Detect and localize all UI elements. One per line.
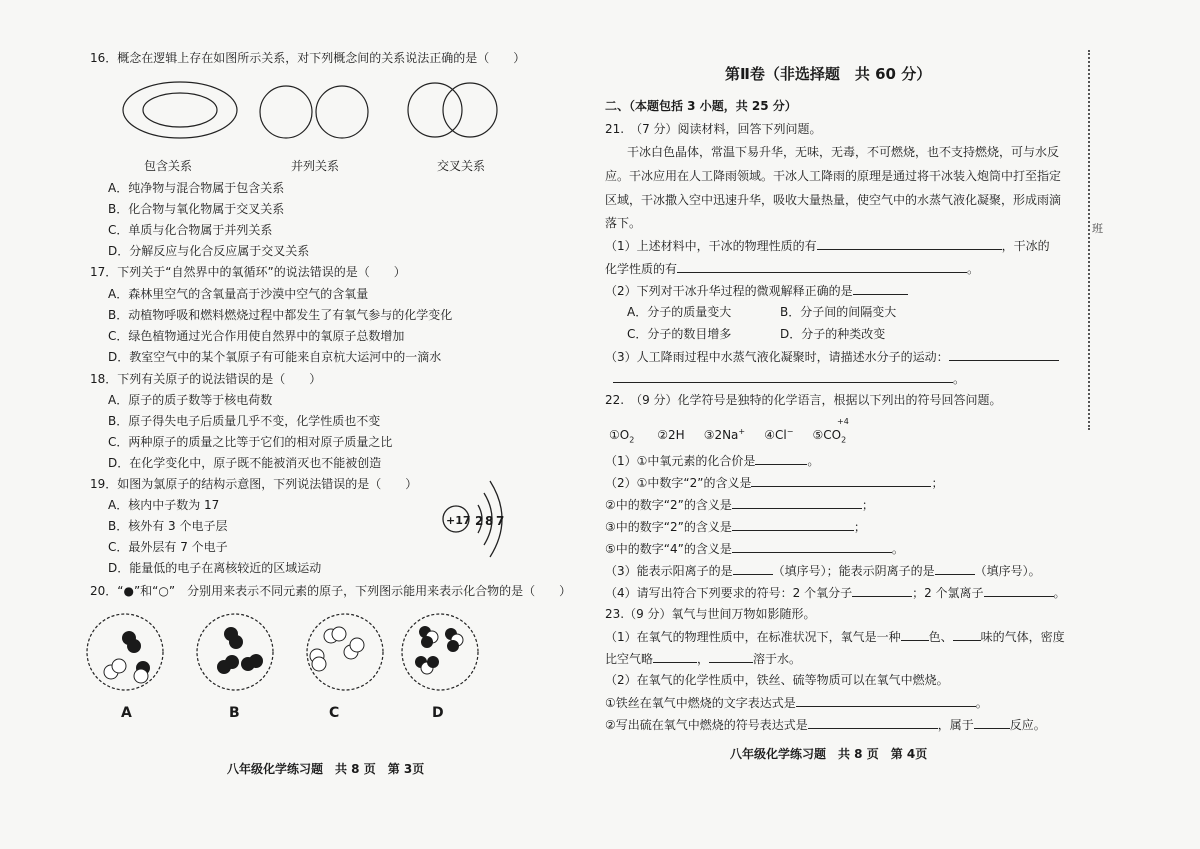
q22-part2b-blank[interactable]: [732, 496, 862, 509]
q21-part3: [605, 348, 1059, 365]
symbol-co2: $⑤CO_2$: [812, 428, 847, 445]
q22-part3: [605, 562, 1041, 579]
q21-part1-line2: 化学性质的有 。: [605, 262, 980, 276]
q22-part2d: ⑤中的数字“4”的含义是 。: [605, 542, 904, 556]
parallel-circle-left: [260, 86, 312, 138]
q21-part3-blank-a[interactable]: [949, 348, 1059, 361]
q19-option-d: D．能量低的电子在离核较近的区域运动: [108, 561, 322, 575]
label-inclusion: 包含关系: [144, 159, 193, 173]
co2-valence-mark: +4: [837, 417, 849, 426]
q18-option-c: C．两种原子的质量之比等于它们的相对原子质量之比: [108, 435, 393, 449]
q22-symbols: [609, 424, 846, 448]
q21-part1-line1: [605, 237, 1050, 254]
shell-electrons-3: 7: [496, 514, 505, 528]
q20-label-c: C: [329, 705, 340, 721]
q21-option-a: A．分子的质量变大: [627, 305, 732, 319]
symbol-cl: ④Cl−: [764, 427, 794, 442]
q22-part3-blank-a[interactable]: [733, 562, 773, 575]
symbol-o2: $①O_2$: [609, 428, 635, 445]
q22-part2-blank[interactable]: [751, 474, 931, 487]
nucleus-charge: +17: [446, 514, 471, 527]
q16-stem: 16．概念在逻辑上存在如图所示关系，对下列概念间的关系说法正确的是（ ）: [90, 51, 526, 65]
section-title: 第Ⅱ卷（非选择题 共 60 分）: [725, 65, 932, 83]
q22-part2b: ②中的数字“2”的含义是 ；: [605, 498, 874, 512]
part-heading: 二、（本题包括 3 小题，共 25 分）: [605, 99, 797, 113]
q21-option-d: D．分子的种类改变: [780, 327, 886, 341]
q16-option-c: C．单质与化合物属于并列关系: [108, 223, 273, 237]
q23-part2b-text-d: 反应。: [1009, 718, 1046, 732]
containment-inner-ellipse: [143, 93, 217, 127]
q18-option-d: D．在化学变化中，原子既不能被消灭也不能被创造: [108, 456, 382, 470]
q22-part2: （2）①中数字“2”的含义是 ；: [605, 476, 944, 490]
q21-part2: [605, 282, 908, 299]
q23-part1-text-b: 色、: [928, 630, 953, 644]
cross-circle-left: [408, 83, 462, 137]
q23-part2a: ①铁丝在氧气中燃烧的文字表达式是 。: [605, 696, 988, 710]
q22-part4-blank-b[interactable]: [984, 584, 1054, 597]
q16-option-a: A．纯净物与混合物属于包含关系: [108, 181, 285, 195]
q22-part2d-blank[interactable]: [732, 540, 892, 553]
q22-part4-text-a: （4）请写出符合下列要求的符号：2 个氧分子: [605, 586, 853, 600]
q22-part3-text-c: （填序号）。: [974, 564, 1041, 578]
label-parallel: 并列关系: [291, 159, 340, 173]
q16-option-d: D．分解反应与化合反应属于交叉关系: [108, 244, 310, 258]
right-page: [575, 0, 1200, 849]
shell-electrons-2: 8: [485, 514, 494, 528]
q23-part1-text-a: （1）在氧气的物理性质中，在标准状况下，氧气是一种: [605, 630, 901, 644]
q22-part3-text-b: （填序号）；能表示阴离子的是: [772, 564, 935, 578]
binding-margin-mark: 班: [1092, 222, 1103, 235]
q22-part2d-text: ⑤中的数字“4”的含义是: [605, 542, 732, 556]
left-page-footer: 八年级化学练习题 共 8 页 第 3页: [227, 762, 425, 776]
q17-option-b: B．动植物呼吸和燃料燃烧过程中都发生了有氧气参与的化学变化: [108, 308, 453, 322]
q23-part1-text-e: ，: [697, 652, 710, 666]
q20-label-d: D: [432, 705, 444, 721]
q21-part1-blank-b[interactable]: [677, 260, 967, 273]
q20-diagrams: [85, 612, 485, 697]
containment-outer-ellipse: [123, 82, 237, 138]
q23-part2b-blank-a[interactable]: [808, 716, 938, 729]
q21-part1-text-c: 化学性质的有: [605, 262, 678, 276]
q18-option-b: B．原子得失电子后质量几乎不变，化学性质也不变: [108, 414, 381, 428]
q22-part1-blank[interactable]: [755, 452, 807, 465]
q22-part4-blank-a[interactable]: [852, 584, 912, 597]
left-page: [0, 0, 575, 849]
symbol-2na: ③2Na+: [703, 427, 746, 442]
q23-part1-text-c: 味的气体，密度: [980, 630, 1065, 644]
q23-part1-line2: [605, 650, 801, 667]
q23-part2b-blank-b[interactable]: [974, 716, 1010, 729]
diagram-d: [402, 614, 478, 690]
q22-part1: （1）①中氧元素的化合价是 。: [605, 454, 820, 468]
q23-part2: （2）在氧气的化学性质中，铁丝、硫等物质可以在氧气中燃烧。: [605, 673, 949, 687]
q23-part2b-text: ②写出硫在氧气中燃烧的符号表达式是: [605, 718, 808, 732]
q18-stem: 18．下列有关原子的说法错误的是（ ）: [90, 372, 322, 386]
q17-option-a: A．森林里空气的含氧量高于沙漠中空气的含氧量: [108, 287, 369, 301]
q23-part2b: [605, 716, 1046, 733]
q21-option-b: B．分子间的间隔变大: [780, 305, 897, 319]
q21-option-c: C．分子的数目增多: [627, 327, 732, 341]
q22-part2b-text: ②中的数字“2”的含义是: [605, 498, 732, 512]
q17-option-d: D．教室空气中的某个氧原子有可能来自京杭大运河中的一滴水: [108, 350, 442, 364]
diagram-c: [307, 614, 383, 690]
q23-part1-blank-color[interactable]: [901, 628, 929, 641]
q21-passage-line-3: 区域，干冰撒入空中迅速升华，吸收大量热量，使空气中的水蒸气液化凝聚，形成雨滴: [605, 193, 1062, 207]
q21-part2-text: （2）下列对干冰升华过程的微观解释正确的是: [605, 284, 853, 298]
label-cross: 交叉关系: [437, 159, 486, 173]
q21-stem: 21. （7 分）阅读材料，回答下列问题。: [605, 122, 822, 136]
q23-part1-text-d: 比空气略: [605, 652, 654, 666]
diagram-a: [87, 614, 163, 690]
cross-circle-right: [443, 83, 497, 137]
q23-part2a-blank[interactable]: [796, 694, 976, 707]
q22-part2c-blank[interactable]: [732, 518, 854, 531]
q19-option-a: A．核内中子数为 17: [108, 498, 220, 512]
q22-part4-text-b: ；2 个氯离子: [912, 586, 984, 600]
q19-option-b: B．核外有 3 个电子层: [108, 519, 228, 533]
q22-stem: 22. （9 分）化学符号是独特的化学语言，根据以下列出的符号回答问题。: [605, 393, 1002, 407]
q17-stem: 17．下列关于“自然界中的氧循环”的说法错误的是（ ）: [90, 265, 406, 279]
q20-label-b: B: [229, 705, 240, 721]
binding-dotted-line: [1088, 50, 1090, 430]
right-page-footer: 八年级化学练习题 共 8 页 第 4页: [730, 747, 928, 761]
q17-option-c: C．绿色植物通过光合作用使自然界中的氧原子总数增加: [108, 329, 405, 343]
q19-option-c: C．最外层有 7 个电子: [108, 540, 228, 554]
q23-stem: 23.（9 分）氧气与世间万物如影随形。: [605, 607, 816, 621]
q21-passage-line-2: 应。干冰应用在人工降雨领域。干冰人工降雨的原理是通过将干冰装入炮筒中打至指定: [605, 169, 1062, 183]
q23-part1-line1: [605, 628, 1065, 645]
q20-label-a: A: [121, 705, 132, 721]
shell-electrons-1: 2: [475, 514, 484, 528]
q21-part3-line2: 。: [613, 370, 965, 387]
q21-part2-blank[interactable]: [853, 282, 908, 295]
q21-passage-line-4: 落下。: [605, 216, 642, 230]
symbol-2h: ②2H: [657, 428, 685, 442]
q16-diagram: [120, 80, 520, 150]
q21-passage-line-1: 干冰白色晶体，常温下易升华，无味，无毒，不可燃烧，也不支持燃烧，可与水反: [627, 145, 1060, 159]
q20-stem: 20．“●”和“○” 分别用来表示不同元素的原子，下列图示能用来表示化合物的是（ ）: [90, 584, 572, 598]
diagram-b: [197, 614, 273, 690]
q22-part1-text: （1）①中氧元素的化合价是: [605, 454, 756, 468]
q21-part1-text-a: （1）上述材料中，干冰的物理性质的有: [605, 239, 817, 253]
q22-part2-text: （2）①中数字“2”的含义是: [605, 476, 752, 490]
q22-part3-text-a: （3）能表示阳离子的是: [605, 564, 733, 578]
q22-part4: （4）请写出符合下列要求的符号：2 个氧分子 ；2 个氯离子 。: [605, 586, 1066, 600]
q23-part2b-text-c: ，属于: [937, 718, 974, 732]
q19-stem: 19．如图为氯原子的结构示意图，下列说法错误的是（ ）: [90, 477, 418, 491]
q23-part1-blank-solubility[interactable]: [709, 650, 753, 663]
q21-part1-text-b: ，干冰的: [1001, 239, 1050, 253]
q16-option-b: B．化合物与氧化物属于交叉关系: [108, 202, 285, 216]
q21-part3-blank-b[interactable]: [613, 370, 953, 383]
q18-option-a: A．原子的质子数等于核电荷数: [108, 393, 273, 407]
q23-part1-blank-density[interactable]: [653, 650, 697, 663]
q21-part1-blank-a[interactable]: [817, 237, 1002, 250]
q22-part2c: ③中的数字“2”的含义是 ；: [605, 520, 866, 534]
parallel-circle-right: [316, 86, 368, 138]
q22-part3-blank-b[interactable]: [935, 562, 975, 575]
q23-part2a-text: ①铁丝在氧气中燃烧的文字表达式是: [605, 696, 796, 710]
q23-part1-text-f: 溶于水。: [753, 652, 802, 666]
q21-part3-text: （3）人工降雨过程中水蒸气液化凝聚时，请描述水分子的运动：: [605, 350, 949, 364]
q22-part2c-text: ③中的数字“2”的含义是: [605, 520, 732, 534]
q23-part1-blank-odor[interactable]: [953, 628, 981, 641]
